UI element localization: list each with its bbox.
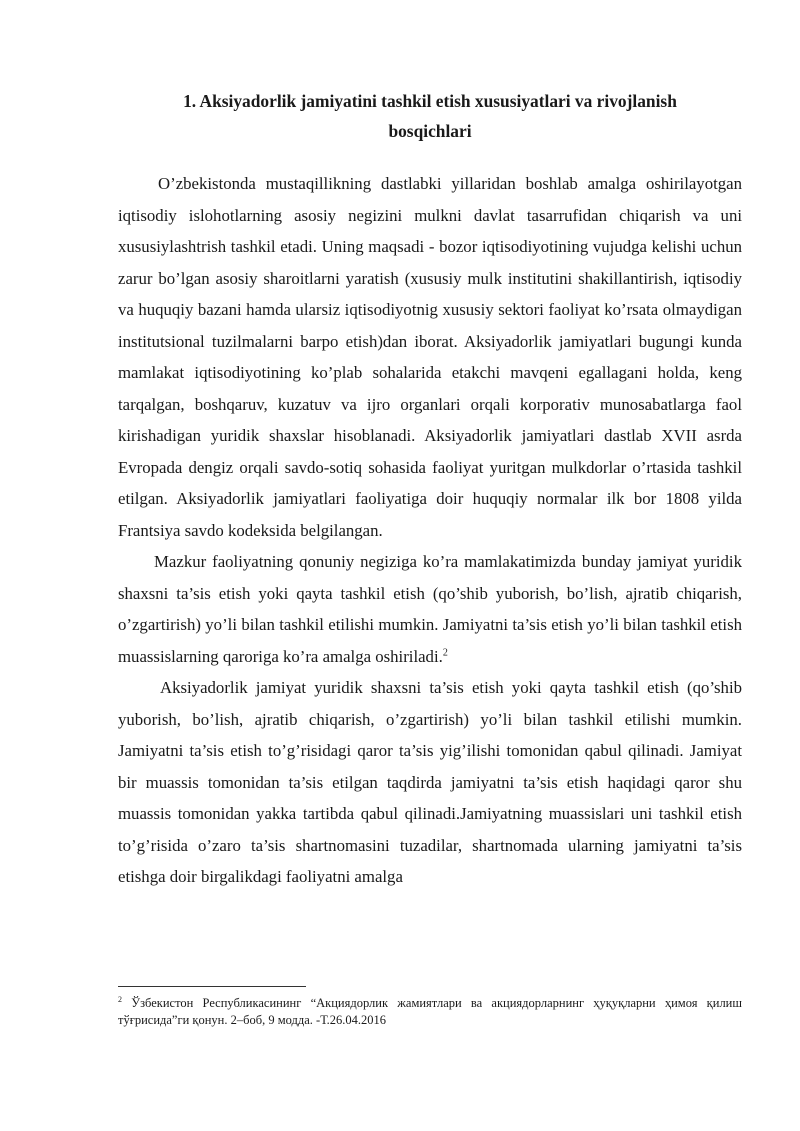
paragraph-2-text: Mazkur faoliyatning qonuniy negiziga ko’ra mamlakatimizda bunday jamiyat yuridik shaxsni ta’sis etish yoki qayta tashkil etish (qo’shib yuborish, bo’lish, ajratib chiqarish, o’zgartirish) yo’li bilan tashkil etilishi mumkin. Jamiyatni ta’sis etish yo’li bilan tashkil etish muassislarning qaroriga ko’ra amalga oshiriladi. — [118, 552, 742, 666]
section-heading-line-2: bosqichlari — [388, 121, 472, 141]
body-text — [118, 168, 742, 893]
paragraph-3: Aksiyadorlik jamiyat yuridik shaxsni ta’sis etish yoki qayta tashkil etish (qo’shib yuborish, bo’lish, ajratib chiqarish, o’zgartirish) yo’li bilan tashkil etilishi mumkin. Jamiyatni ta’sis etish to’g’risidagi qaror ta’sis yig’ilishi tomonidan qabul qilinadi. Jamiyat bir muassis tomonidan ta’sis etilgan taqdirda jamiyatni ta’sis etish haqidagi qaror shu muassis tomonidan yakka tartibda qabul qilinadi.Jamiyatning muassislari uni tashkil etish to’g’risida o’zaro ta’sis shartnomasini tuzadilar, shartnomada ularning jamiyatni ta’sis etishga doir birgalikdagi faoliyatni amalga — [118, 678, 742, 886]
footnote-separator — [118, 986, 306, 987]
footnote-text: Ўзбекистон Республикасининг “Акциядорлик жамиятлари ва акциядорларнинг ҳуқуқларни ҳимоя қилиш тўғрисида”ги қонун. 2–боб, 9 модда. -Т.26.04.2016 — [118, 996, 742, 1027]
footnote — [118, 995, 742, 1029]
footnote-marker: 2 — [118, 994, 122, 1004]
section-heading — [118, 86, 742, 146]
section-heading-line-1: 1. Aksiyadorlik jamiyatini tashkil etish xususiyatlari va rivojlanish — [183, 91, 677, 111]
paragraph-1: O’zbekistonda mustaqillikning dastlabki yillaridan boshlab amalga oshirilayotgan iqtisodiy islohotlarning asosiy negizini mulkni davlat tasarrufidan chiqarish va uni xususiylashtrish tashkil etadi. Uning maqsadi - bozor iqtisodiyotining vujudga kelishi uchun zarur bo’lgan asosiy sharoitlarni yaratish (xususiy mulk institutini shakillantirish, iqtisodiy va huquqiy bazani hamda ularsiz iqtisodiyotnig xususiy sektori faoliyat ko’rsata olmaydigan institutsional tuzilmalarni barpo etish)dan iborat. Aksiyadorlik jamiyatlari bugungi kunda mamlakat iqtisodiyotining ko’plab sohalarida etakchi mavqeni egallagani holda, keng tarqalgan, boshqaruv, kuzatuv va ijro organlari orqali korporativ munosabatlarga faol kirishadigan yuridik shaxslar hisoblanadi. Aksiyadorlik jamiyatlari dastlab XVII asrda Evropada dengiz orqali savdo-sotiq sohasida faoliyat yuritgan mulkdorlar o’rtasida tashkil etilgan. Aksiyadorlik jamiyatlari faoliyatiga doir huquqiy normalar ilk bor 1808 yilda Frantsiya savdo kodeksida belgilangan. — [118, 174, 742, 540]
paragraph-2 — [118, 546, 742, 672]
footnote-reference[interactable]: 2 — [442, 646, 448, 658]
